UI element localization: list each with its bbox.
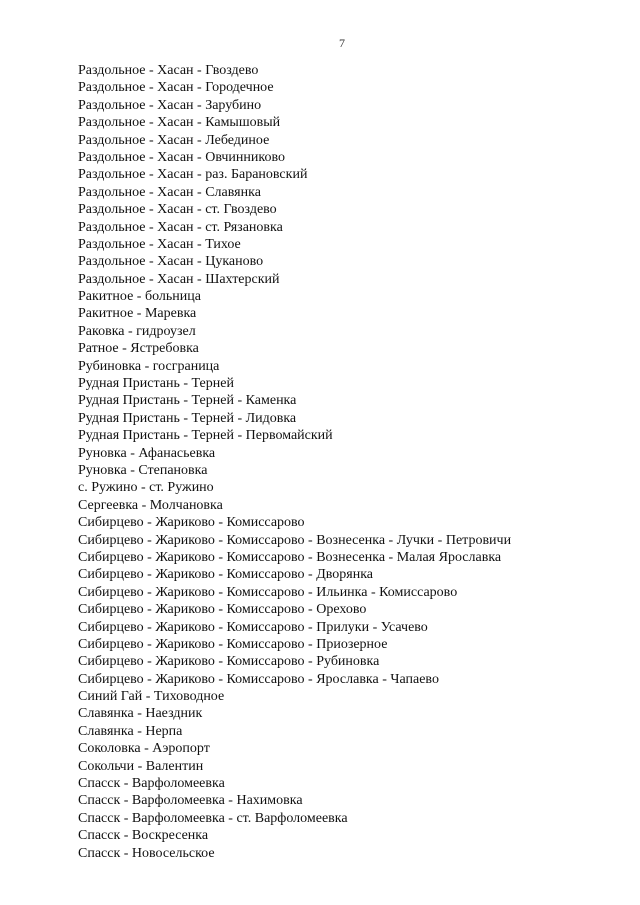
route-item: Сибирцево - Жариково - Комиссарово - Дворянка [78, 567, 374, 583]
route-item: Рудная Пристань - Терней - Каменка [78, 393, 297, 409]
route-item: Сергеевка - Молчановка [78, 497, 223, 513]
route-item: Раздольное - Хасан - Гвоздево [78, 63, 259, 78]
route-item: Сибирцево - Жариково - Комиссарово [78, 515, 305, 531]
route-item: Спасск - Варфоломеевка - Нахимовка [78, 793, 303, 809]
route-item: Руновка - Степановка [78, 462, 208, 478]
route-item: Раздольное - Хасан - Цуканово [78, 254, 264, 270]
route-item: с. Ружино - ст. Ружино [78, 480, 214, 496]
route-item: Раковка - гидроузел [78, 323, 196, 339]
route-item: Раздольное - Хасан - Славянка [78, 184, 261, 200]
route-item: Соколовка - Аэропорт [78, 741, 210, 757]
route-item: Рудная Пристань - Терней - Первомайский [78, 428, 333, 444]
route-item: Раздольное - Хасан - Тихое [78, 236, 241, 252]
route-item: Раздольное - Хасан - ст. Гвоздево [78, 202, 277, 218]
route-item: Раздольное - Хасан - ст. Рязановка [78, 219, 283, 235]
route-item: Спасск - Новосельское [78, 845, 215, 861]
route-item: Раздольное - Хасан - Овчинниково [78, 149, 286, 165]
route-item: Славянка - Нерпа [78, 723, 183, 739]
route-item: Сибирцево - Жариково - Комиссарово - Ярославка - Чапаево [78, 671, 439, 687]
route-item: Спасск - Варфоломеевка [78, 776, 225, 792]
route-item: Славянка - Наездник [78, 706, 203, 722]
route-item: Рубиновка - госграница [78, 358, 220, 374]
route-item: Синий Гай - Тиховодное [78, 689, 225, 705]
route-item: Ракитное - Маревка [78, 306, 197, 322]
route-item: Раздольное - Хасан - Зарубино [78, 97, 262, 113]
route-item: Сибирцево - Жариково - Комиссарово - Ильинка - Комиссарово [78, 584, 458, 600]
route-item: Раздольное - Хасан - Городечное [78, 80, 274, 96]
route-item: Спасск - Варфоломеевка - ст. Варфоломеевка [78, 810, 348, 826]
route-item: Сибирцево - Жариково - Комиссарово - Приозерное [78, 636, 388, 652]
page-number: 7 [339, 36, 345, 50]
route-item: Руновка - Афанасьевка [78, 445, 216, 461]
route-item: Рудная Пристань - Терней - Лидовка [78, 410, 297, 426]
route-item: Сибирцево - Жариково - Комиссарово - Вознесенка - Лучки - Петровичи [78, 532, 512, 548]
route-item: Раздольное - Хасан - Лебединое [78, 132, 270, 148]
route-item: Сибирцево - Жариково - Комиссарово - Вознесенка - Малая Ярославка [78, 549, 502, 565]
route-item: Ракитное - больница [78, 289, 201, 305]
route-item: Раздольное - Хасан - Шахтерский [78, 271, 280, 287]
route-item: Сибирцево - Жариково - Комиссарово - Орехово [78, 602, 367, 618]
route-list [78, 62, 618, 862]
route-item: Ратное - Ястребовка [78, 341, 199, 357]
route-item: Сибирцево - Жариково - Комиссарово - Прилуки - Усачево [78, 619, 428, 635]
route-item: Спасск - Воскресенка [78, 828, 209, 844]
route-item: Раздольное - Хасан - раз. Барановский [78, 167, 308, 183]
route-item: Сибирцево - Жариково - Комиссарово - Рубиновка [78, 654, 380, 670]
route-item: Сокольчи - Валентин [78, 758, 204, 774]
route-item: Раздольное - Хасан - Камышовый [78, 115, 281, 131]
route-item: Рудная Пристань - Терней [78, 376, 234, 392]
